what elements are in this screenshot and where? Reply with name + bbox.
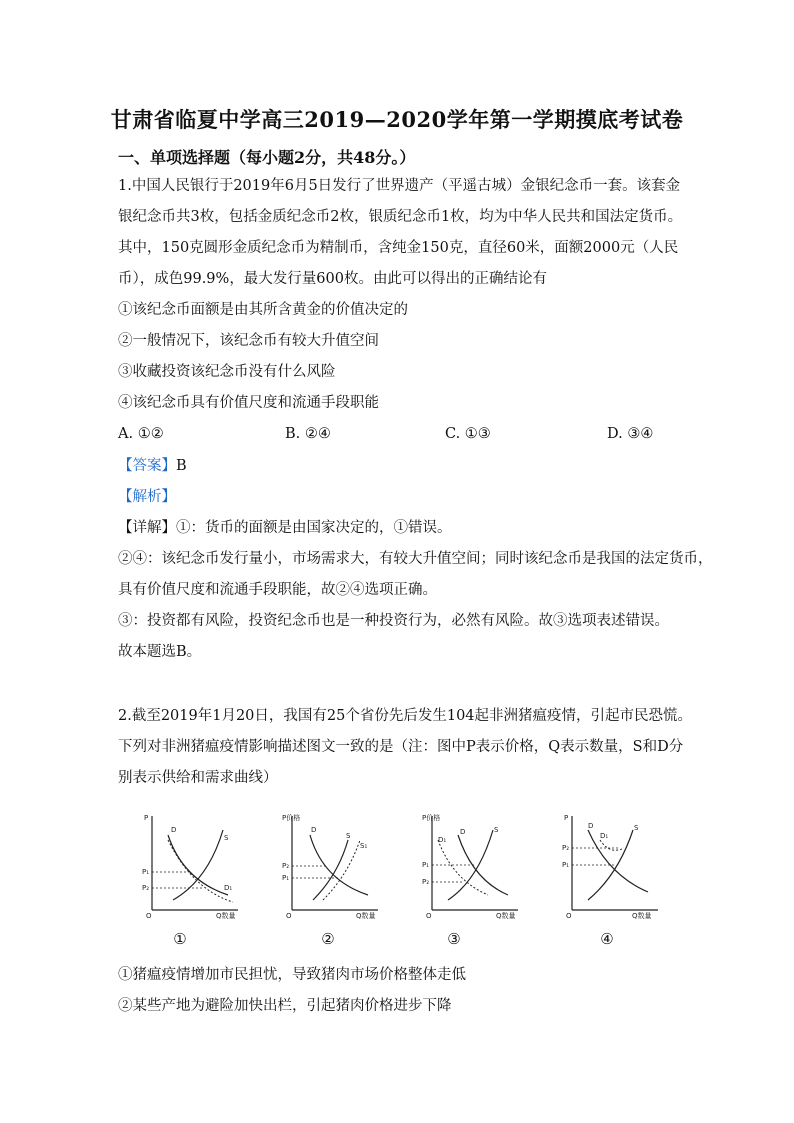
q1-line-1: 1.中国人民银行于2019年6月5日发行了世界遗产（平遥古城）金银纪念币一套。该套金 xyxy=(118,178,681,194)
svg-text:O: O xyxy=(566,912,572,920)
svg-text:S: S xyxy=(224,834,229,842)
q1-explain-2: 具有价值尺度和流通手段职能，故②④选项正确。 xyxy=(118,582,437,598)
q1-item-2: ②一般情况下，该纪念币有较大升值空间 xyxy=(118,333,379,349)
figure-label-2: ② xyxy=(321,930,335,948)
q1-line-4: 币），成色99.9%，最大发行量600枚。由此可以得出的正确结论有 xyxy=(118,271,547,287)
q2-line-2: 下列对非洲猪瘟疫情影响描述图文一致的是（注：图中P表示价格，Q表示数量，S和D分 xyxy=(118,739,684,755)
answer-value: B xyxy=(176,458,187,474)
q1-line-2: 银纪念币共3枚，包括金质纪念币2枚，银质纪念币1枚，均为中华人民共和国法定货币。 xyxy=(118,209,683,225)
svg-text:S: S xyxy=(494,826,499,834)
svg-text:D: D xyxy=(460,828,466,836)
svg-text:P: P xyxy=(144,814,149,822)
q2-line-1: 2.截至2019年1月20日，我国有25个省份先后发生104起非洲猪瘟疫情，引起市民恐慌。 xyxy=(118,708,693,724)
q1-item-3: ③收藏投资该纪念币没有什么风险 xyxy=(118,364,336,380)
q1-line-3: 其中，150克圆形金质纪念币为精制币，含纯金150克，直径60米，面额2000元（人民 xyxy=(118,240,679,256)
svg-text:Q数量: Q数量 xyxy=(356,912,376,920)
q1-option-d: D. ③④ xyxy=(607,426,654,442)
svg-text:P: P xyxy=(564,814,569,822)
svg-text:P₂: P₂ xyxy=(282,862,290,870)
svg-text:S: S xyxy=(346,832,351,840)
svg-text:P价格: P价格 xyxy=(282,814,301,822)
q1-explain-3: ③：投资都有风险，投资纪念币也是一种投资行为，必然有风险。故③选项表述错误。 xyxy=(118,613,669,629)
svg-text:P₁: P₁ xyxy=(422,861,430,869)
svg-text:Q数量: Q数量 xyxy=(496,912,516,920)
svg-text:P₂: P₂ xyxy=(142,884,150,892)
q1-detail xyxy=(118,518,452,538)
svg-text:D: D xyxy=(171,826,177,834)
answer-tag: 【答案】 xyxy=(118,458,176,474)
analysis-tag: 【解析】 xyxy=(118,489,176,505)
svg-text:P价格: P价格 xyxy=(422,814,441,822)
svg-text:P₂: P₂ xyxy=(422,878,430,886)
svg-text:P₁: P₁ xyxy=(562,861,570,869)
figure-label-3: ③ xyxy=(447,930,461,948)
q1-option-a: A. ①② xyxy=(118,426,164,442)
svg-text:P₂: P₂ xyxy=(562,844,570,852)
figure-2 xyxy=(278,810,388,920)
detail-tag: 【详解】 xyxy=(118,520,176,536)
figure-label-4: ④ xyxy=(600,930,614,948)
svg-text:D₁: D₁ xyxy=(224,884,233,892)
svg-text:O: O xyxy=(286,912,292,920)
svg-text:P₁: P₁ xyxy=(142,868,150,876)
q1-explain-1: ②④：该纪念币发行量小，市场需求大，有较大升值空间；同时该纪念币是我国的法定货币， xyxy=(118,551,713,567)
svg-text:P₁: P₁ xyxy=(282,874,290,882)
svg-text:O: O xyxy=(146,912,152,920)
detail-text: ①：货币的面额是由国家决定的，①错误。 xyxy=(176,520,452,536)
q1-analysis xyxy=(118,487,176,507)
figure-1 xyxy=(138,810,248,920)
q1-item-1: ①该纪念币面额是由其所含黄金的价值决定的 xyxy=(118,302,408,318)
page-title: 甘肃省临夏中学高三2019—2020学年第一学期摸底考试卷 xyxy=(110,107,684,132)
q1-option-c: C. ①③ xyxy=(445,426,491,442)
figure-label-1: ① xyxy=(173,930,187,948)
svg-text:D₁: D₁ xyxy=(438,836,447,844)
svg-text:O: O xyxy=(426,912,432,920)
q1-explain-4: 故本题选B。 xyxy=(118,644,202,660)
svg-text:S: S xyxy=(634,824,639,832)
q2-item-2: ②某些产地为避险加快出栏，引起猪肉价格进步下降 xyxy=(118,998,452,1014)
svg-text:Q数量: Q数量 xyxy=(216,912,236,920)
q1-item-4: ④该纪念币具有价值尺度和流通手段职能 xyxy=(118,395,379,411)
q2-line-3: 别表示供给和需求曲线） xyxy=(118,770,278,786)
q1-answer xyxy=(118,456,187,476)
svg-text:Q数量: Q数量 xyxy=(632,912,652,920)
svg-text:D: D xyxy=(311,826,317,834)
svg-text:D₁: D₁ xyxy=(600,832,609,840)
figure-4 xyxy=(558,810,668,920)
svg-text:S₁: S₁ xyxy=(360,842,368,850)
svg-text:D: D xyxy=(588,822,594,830)
figure-3 xyxy=(418,810,528,920)
q2-item-1: ①猪瘟疫情增加市民担忧，导致猪肉市场价格整体走低 xyxy=(118,967,466,983)
q1-option-b: B. ②④ xyxy=(285,426,331,442)
section-heading: 一、单项选择题（每小题2分，共48分。） xyxy=(118,148,416,167)
